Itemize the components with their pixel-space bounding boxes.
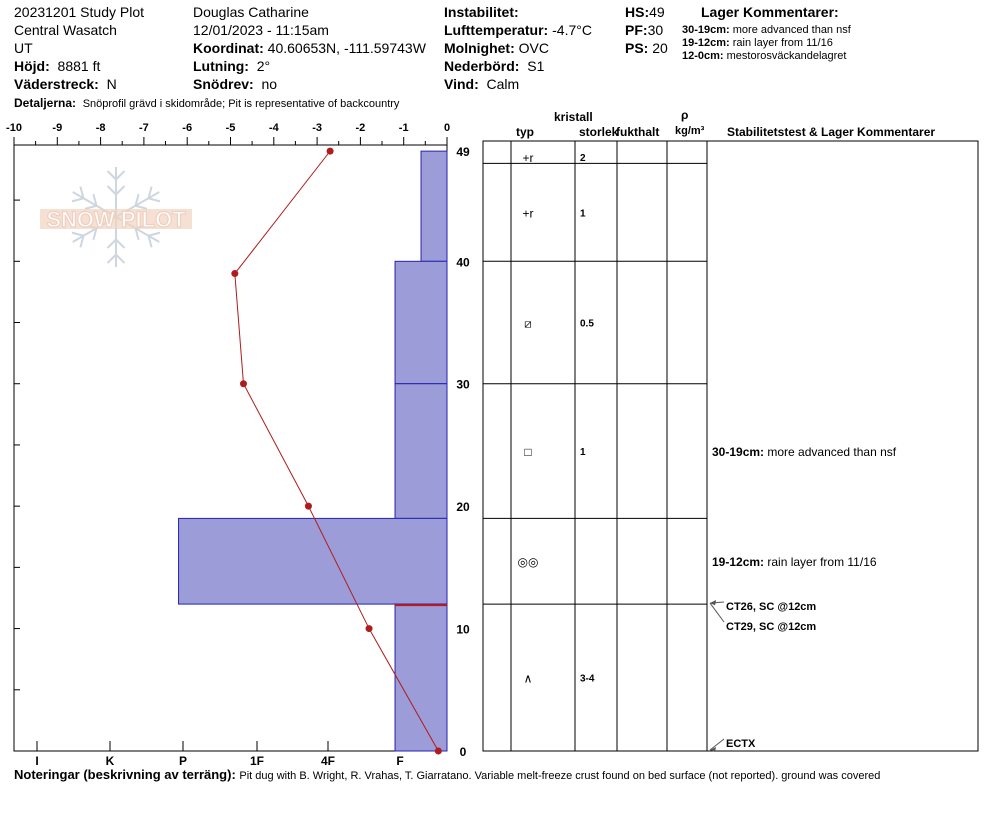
coord-label: Koordinat:	[193, 40, 264, 56]
temperature-point	[366, 625, 373, 632]
crystal-type-symbol: ⧄	[524, 316, 532, 331]
logo-text: SNOW PILOT	[46, 207, 186, 232]
aspect-value: N	[106, 76, 117, 92]
instability-label: Instabilitet:	[444, 4, 519, 20]
test-pointer	[710, 603, 724, 622]
hardness-bar	[395, 261, 447, 383]
stability-test: CT26, SC @12cm	[726, 601, 817, 613]
details-value: Snöprofil grävd i skidområde; Pit is representative of backcountry	[82, 98, 400, 110]
hs-value: 49	[649, 4, 665, 20]
pf-label: PF:	[625, 22, 648, 38]
crystal-type-symbol: +r	[522, 151, 534, 166]
hardness-tick-label: 1F	[249, 754, 265, 768]
temp-tick-label: -2	[355, 122, 366, 134]
temperature-point	[240, 380, 247, 387]
height-tick-label: 20	[456, 500, 470, 515]
crystal-type-symbol: ◎◎	[517, 555, 539, 570]
coord-value: 40.60653N, -111.59743W	[267, 40, 426, 56]
hardness-tick-label: F	[396, 754, 404, 768]
snowflake-branch	[116, 186, 124, 194]
drift-label: Snödrev:	[193, 76, 254, 92]
hardness-bar	[395, 384, 447, 519]
crystal-size: 1	[580, 447, 586, 459]
layer-comments-title: Lager Kommentarer:	[701, 4, 839, 20]
hardness-tick-label: 4F	[320, 754, 336, 768]
temperature-point	[305, 503, 312, 510]
layer-comment	[712, 445, 897, 459]
notes-text: Pit dug with B. Wright, R. Vrahas, T. Giarratano. Variable melt-freeze crust found on bed surface (not reported). ground was covered	[239, 770, 881, 782]
snowflake-branch	[148, 198, 160, 201]
snowflake-branch	[148, 233, 160, 236]
hardness-tick-label: I	[35, 754, 39, 768]
snowflake-branch	[116, 255, 124, 263]
crystal-type-symbol: □	[524, 445, 532, 460]
hardness-tick-label: K	[105, 754, 115, 768]
layer-comment-text: rain layer from 11/16	[732, 37, 833, 49]
test-pointer	[710, 739, 724, 750]
snowflake-branch	[108, 240, 116, 248]
height-tick-label: 49	[456, 145, 470, 160]
precip-label: Nederbörd:	[444, 58, 520, 74]
notes-label: Noteringar (beskrivning av terräng):	[14, 767, 236, 782]
range-name: Central Wasatch	[14, 22, 117, 38]
layer-comment-text: more advanced than nsf	[767, 445, 897, 460]
temp-tick-label: -9	[52, 122, 63, 134]
crystal-type-symbol: +r	[522, 206, 534, 221]
temp-tick-label: -6	[182, 122, 193, 134]
site-title: 20231201 Study Plot	[14, 4, 144, 20]
temperature-point	[435, 748, 442, 755]
layer-comment-range: 19-12cm:	[712, 555, 768, 570]
temp-tick-label: -7	[139, 122, 149, 134]
height-tick-label: 30	[456, 377, 470, 392]
datetime: 12/01/2023 - 11:15am	[193, 22, 329, 38]
layer-table	[483, 141, 978, 752]
temp-tick-label: -8	[95, 122, 106, 134]
header-crystal: kristall	[554, 110, 593, 124]
drift-value: no	[261, 76, 278, 92]
hardness-profile	[179, 151, 447, 751]
snowflake-branch	[108, 186, 116, 194]
height-tick-label: 10	[456, 622, 470, 637]
hardness-tick-label: P	[178, 754, 188, 768]
sky-value: OVC	[518, 40, 549, 56]
temp-tick-label: 0	[443, 122, 451, 134]
hardness-bar	[179, 518, 447, 604]
snowflake-branch	[116, 171, 124, 179]
crystal-size: 0.5	[580, 318, 594, 330]
ps-label: PS:	[625, 40, 649, 56]
layer-comment-range: 19-12cm:	[682, 37, 730, 49]
temp-tick-label: -10	[6, 122, 22, 134]
layer-comment-text: rain layer from 11/16	[767, 555, 877, 570]
crystal-size: 3-4	[580, 673, 595, 685]
air-temp-value: -4.7°C	[552, 22, 592, 38]
snowflake-branch	[72, 198, 84, 201]
header-density-symbol: ρ	[681, 108, 689, 122]
crystal-size: 2	[580, 153, 586, 165]
slope-label: Lutning:	[193, 58, 249, 74]
hs-label: HS:	[625, 4, 650, 20]
stability-test: CT29, SC @12cm	[726, 621, 817, 633]
plot-frame	[14, 145, 447, 751]
notes	[14, 767, 880, 784]
temperature-point	[327, 148, 334, 155]
layer-comment-range: 30-19cm:	[682, 24, 730, 36]
crystal-size: 1	[580, 208, 586, 220]
temp-tick-label: -5	[225, 122, 236, 134]
header-density-unit: kg/m³	[675, 125, 705, 137]
sky-label: Molnighet:	[444, 40, 515, 56]
snowflake-branch	[108, 171, 116, 179]
header-moisture: fukthalt	[616, 125, 660, 139]
layer-comment-text: more advanced than nsf	[732, 24, 851, 36]
snowflake-branch	[116, 240, 124, 248]
header-comments: Stabilitetstest & Lager Kommentarer	[727, 125, 936, 139]
slope-value: 2°	[256, 58, 271, 74]
ps-value: 20	[652, 40, 668, 56]
height-tick-label: 40	[456, 255, 470, 270]
layer-comment-range: 30-19cm:	[712, 445, 768, 460]
temp-tick-label: -1	[398, 122, 409, 134]
snowpilot-logo	[40, 167, 192, 267]
snowflake-branch	[108, 255, 116, 263]
temperature-point	[231, 270, 238, 277]
wind-value: Calm	[486, 76, 520, 92]
crystal-type-symbol: ∧	[523, 671, 533, 686]
header-size: storlek	[579, 125, 619, 139]
height-tick-label: 0	[459, 745, 467, 759]
elevation-value: 8881 ft	[57, 58, 101, 74]
temp-tick-label: -4	[268, 122, 279, 134]
stability-test: ECTX	[726, 738, 756, 750]
layer-comment-range: 12-0cm:	[682, 50, 724, 62]
elevation-label: Höjd:	[14, 58, 50, 74]
wind-label: Vind:	[444, 76, 479, 92]
header-type: typ	[516, 125, 534, 139]
hardness-bar	[421, 151, 447, 261]
pf-value: 30	[647, 22, 664, 38]
layer-comment-text: mestorosväckandelagret	[726, 50, 847, 62]
state-name: UT	[14, 40, 33, 56]
snowflake-branch	[72, 233, 84, 236]
aspect-label: Väderstreck:	[14, 76, 99, 92]
precip-value: S1	[527, 58, 545, 74]
temp-tick-label: -3	[312, 122, 322, 134]
layer-comment	[712, 555, 877, 569]
hardness-bar	[395, 604, 447, 751]
air-temp-label: Lufttemperatur:	[444, 22, 549, 38]
details-label: Detaljerna:	[14, 96, 77, 110]
observer: Douglas Catharine	[193, 4, 309, 20]
